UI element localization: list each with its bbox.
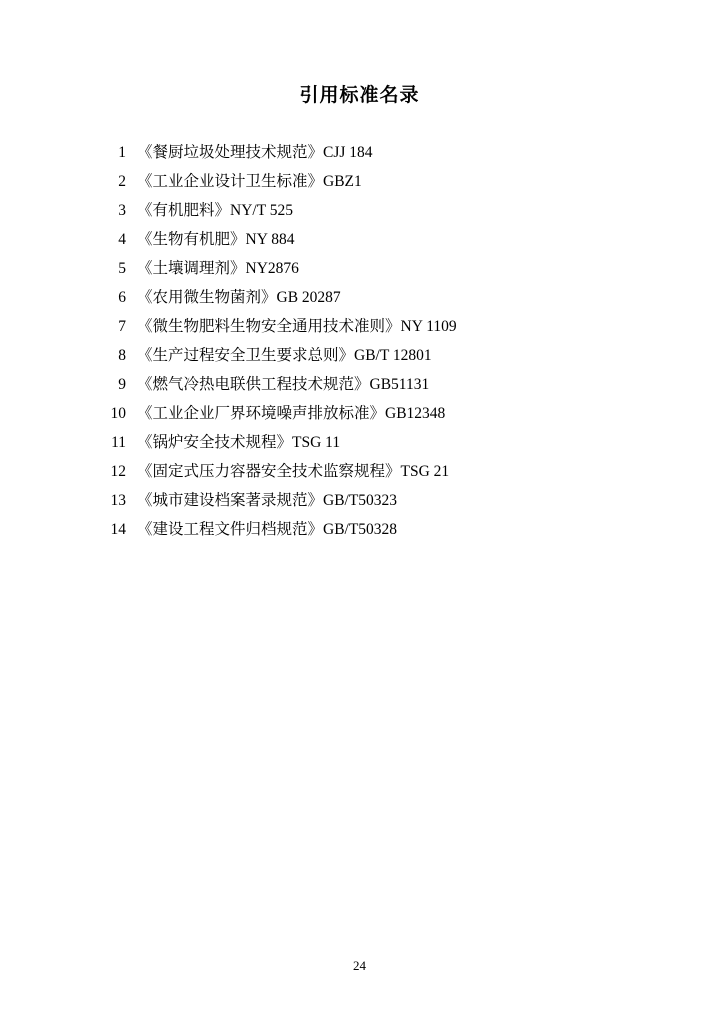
list-item (100, 517, 640, 546)
list-item-label: 《有机肥料》NY/T 525 (137, 202, 294, 219)
list-item (100, 314, 640, 343)
list-item-label: 《工业企业厂界环境噪声排放标准》GB12348 (137, 405, 446, 422)
list-item-label: 《生物有机肥》NY 884 (137, 231, 295, 248)
list-item-number: 5 (118, 260, 126, 277)
list-item-number: 1 (118, 144, 126, 161)
list-item (100, 430, 640, 459)
list-item-label: 《餐厨垃圾处理技术规范》CJJ 184 (137, 144, 373, 161)
list-item-label: 《建设工程文件归档规范》GB/T50328 (137, 521, 398, 538)
list-item-number: 11 (111, 434, 126, 451)
list-item (100, 372, 640, 401)
page-title: 引用标准名录 (299, 85, 420, 106)
list-item-label: 《土壤调理剂》NY2876 (137, 260, 299, 277)
list-item-number: 10 (110, 405, 126, 422)
list-item-label: 《微生物肥料生物安全通用技术准则》NY 1109 (137, 318, 457, 335)
list-item-number: 14 (110, 521, 126, 538)
list-item (100, 198, 640, 227)
list-item (100, 343, 640, 372)
page-number: 24 (353, 958, 366, 973)
list-item-label: 《固定式压力容器安全技术监察规程》TSG 21 (137, 463, 450, 480)
list-item (100, 459, 640, 488)
list-item-number: 13 (110, 492, 126, 509)
list-item-number: 9 (118, 376, 126, 393)
list-item (100, 140, 640, 169)
list-item-number: 7 (118, 318, 126, 335)
list-item-number: 12 (110, 463, 126, 480)
list-item-label: 《燃气冷热电联供工程技术规范》GB51131 (137, 376, 430, 393)
list-item (100, 285, 640, 314)
list-item-label: 《农用微生物菌剂》GB 20287 (137, 289, 341, 306)
list-item (100, 488, 640, 517)
list-item (100, 256, 640, 285)
list-item (100, 227, 640, 256)
list-item-number: 8 (118, 347, 126, 364)
list-item-label: 《生产过程安全卫生要求总则》GB/T 12801 (137, 347, 432, 364)
list-item (100, 169, 640, 198)
list-item-number: 6 (118, 289, 126, 306)
list-item-number: 2 (118, 173, 126, 190)
list-item-label: 《锅炉安全技术规程》TSG 11 (137, 434, 341, 451)
list-item (100, 401, 640, 430)
list-item-number: 4 (118, 231, 126, 248)
list-item-label: 《工业企业设计卫生标准》GBZ1 (137, 173, 362, 190)
list-item-number: 3 (118, 202, 126, 219)
list-item-label: 《城市建设档案著录规范》GB/T50323 (137, 492, 398, 509)
referenced-standards-list (100, 140, 640, 546)
